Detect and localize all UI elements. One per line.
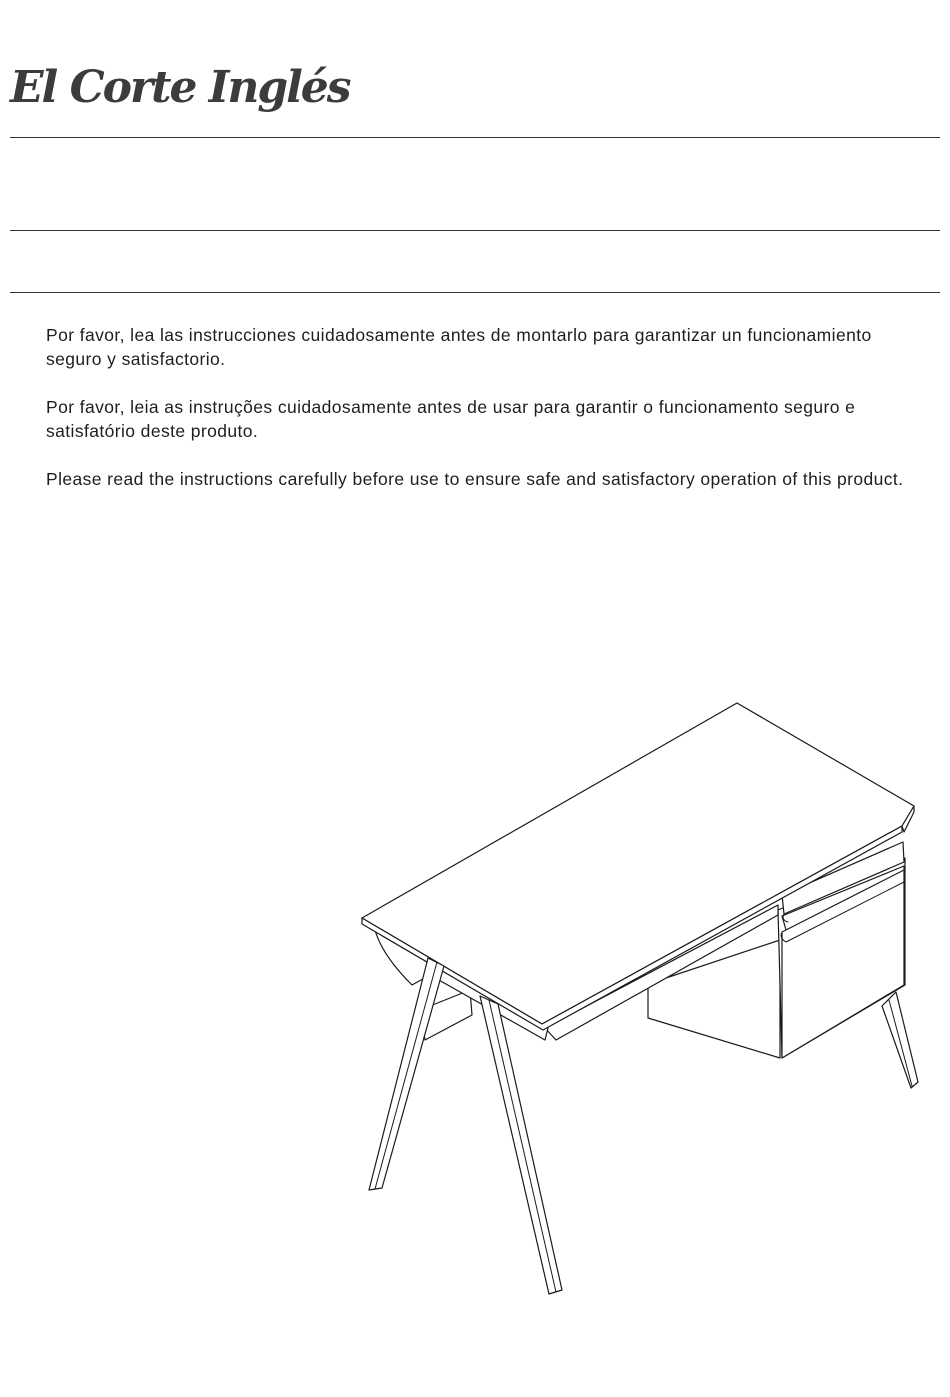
desk-leg-front-left [369, 958, 444, 1190]
desk-left-rail [420, 990, 472, 1040]
instructions-block [46, 323, 906, 515]
desk-top-edge [362, 826, 902, 1030]
desk-leg-front-right [480, 996, 562, 1294]
desk-front-apron [545, 905, 778, 1040]
instruction-english: Please read the instructions carefully before use to ensure safe and satisfactory operation of this product. [46, 469, 904, 489]
title-divider-bottom [10, 292, 940, 293]
desk-top [362, 703, 914, 1024]
logo-wordmark: El Corte Inglés [10, 62, 350, 113]
instruction-portuguese: Por favor, leia as instruções cuidadosamente antes de usar para garantir o funcionamento seguro e satisfatório deste produto. [46, 397, 856, 441]
desk-drawer-front [782, 870, 904, 1058]
brand-logo [8, 52, 350, 132]
desk-back-panel [648, 940, 780, 1058]
desk-drawer-top [782, 842, 904, 914]
instruction-spanish: Por favor, lea las instrucciones cuidadosamente antes de montarlo para garantizar un funcionamiento seguro y satisfactorio. [46, 325, 872, 369]
desk-left-skirt [375, 930, 548, 1040]
desk-leg-back-right [882, 992, 918, 1088]
desk-top-corner [902, 806, 914, 832]
desk-cabinet-body [778, 858, 905, 1058]
header-divider [10, 137, 940, 138]
desk-drawer-middle [782, 866, 904, 930]
logo-graphic [8, 52, 350, 132]
title-divider-top [10, 230, 940, 231]
